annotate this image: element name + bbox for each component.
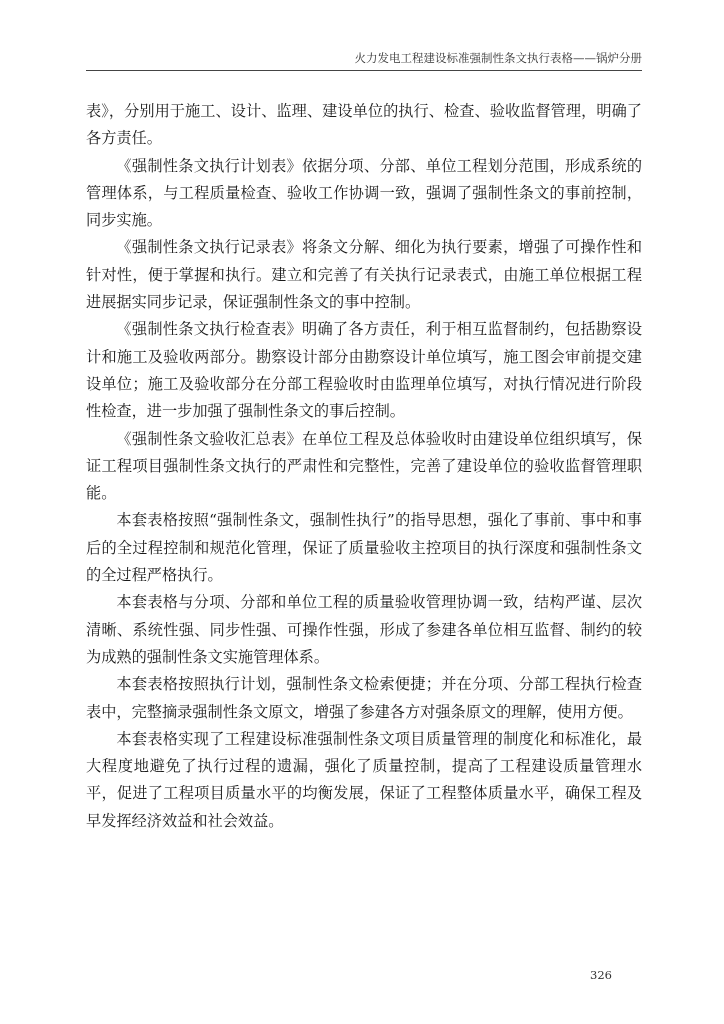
paragraph-record-table: 《强制性条文执行记录表》将条文分解、细化为执行要素，增强了可操作性和针对性，便于掌握和执行。建立和完善了有关执行记录表式，由施工单位根据工程进展据实同步记录，保证强制性条文的事中控制。 xyxy=(86,238,642,312)
paragraph-structure: 本套表格与分项、分部和单位工程的质量验收管理协调一致，结构严谨、层次清晰、系统性强、同步性强、可操作性强，形成了参建各单位相互监督、制约的较为成熟的强制性条文实施管理体系。 xyxy=(86,593,642,666)
page-number-text: 326 xyxy=(590,968,612,982)
page-number xyxy=(590,968,612,982)
running-header xyxy=(86,50,642,71)
paragraph-continuation: 表》，分别用于施工、设计、监理、建设单位的执行、检查、验收监督管理，明确了各方责任。 xyxy=(86,102,642,148)
paragraph-plan-table: 《强制性条文执行计划表》依据分项、分部、单位工程划分范围，形成系统的管理体系，与工程质量检查、验收工作协调一致，强调了强制性条文的事前控制，同步实施。 xyxy=(86,156,642,230)
paragraph-check-table: 《强制性条文执行检查表》明确了各方责任，利于相互监督制约，包括勘察设计和施工及验收两部分。勘察设计部分由勘察设计单位填写，施工图会审前提交建设单位；施工及验收部分在分部工程验收时由监理单位填写，对执行情况进行阶段性检查，进一步加强了强制性条文的事后控制。 xyxy=(86,320,642,421)
paragraph-guiding-principle: 本套表格按照“强制性条文，强制性执行”的指导思想，强化了事前、事中和事后的全过程控制和规范化管理，保证了质量验收主控项目的执行深度和强制性条文的全过程严格执行。 xyxy=(86,511,642,585)
body-text xyxy=(86,98,642,835)
paragraph-summary-table: 《强制性条文验收汇总表》在单位工程及总体验收时由建设单位组织填写，保证工程项目强制性条文执行的严肃性和完整性，完善了建设单位的验收监督管理职能。 xyxy=(86,429,642,503)
paragraph-retrieval: 本套表格按照执行计划，强制性条文检索便捷；并在分项、分部工程执行检查表中，完整摘录强制性条文原文，增强了参建各方对强条原文的理解，使用方便。 xyxy=(86,675,642,721)
paragraph-standardization: 本套表格实现了工程建设标准强制性条文项目质量管理的制度化和标准化，最大程度地避免了执行过程的遗漏，强化了质量控制，提高了工程建设质量管理水平，促进了工程项目质量水平的均衡发展，保证了工程整体质量水平，确保工程及早发挥经济效益和社会效益。 xyxy=(86,729,642,830)
header-title: 火力发电工程建设标准强制性条文执行表格——锅炉分册 xyxy=(354,51,642,65)
